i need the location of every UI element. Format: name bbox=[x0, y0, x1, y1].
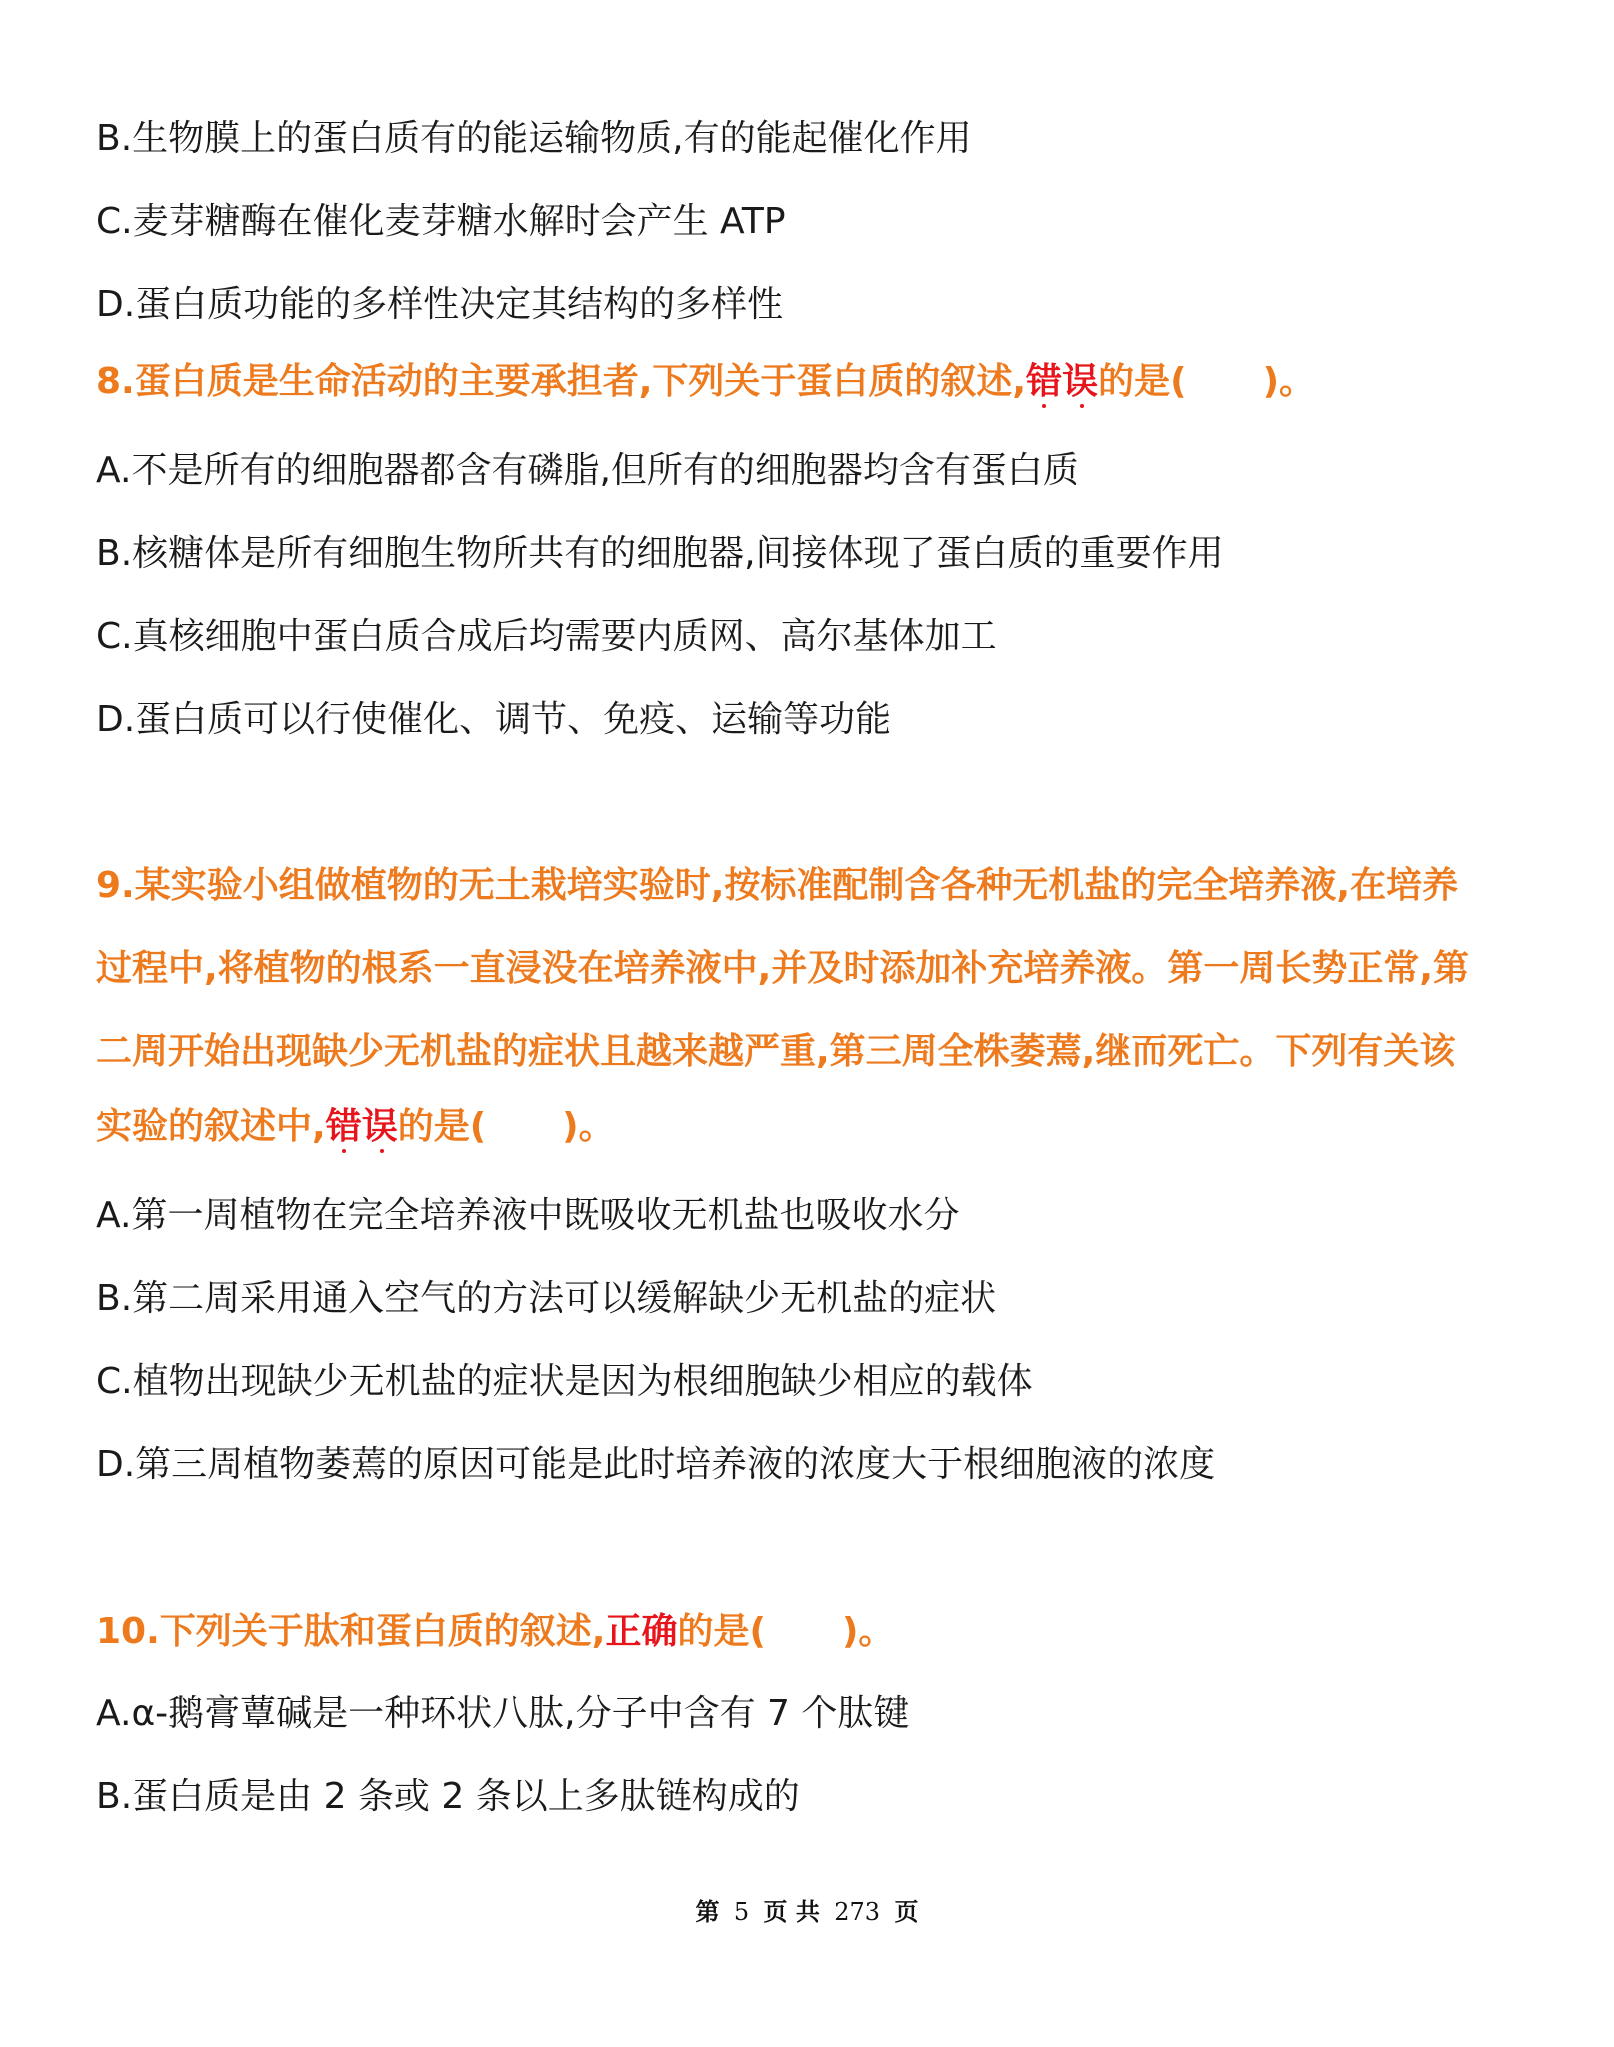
q9-stem-line-3: 二周开始出现缺少无机盐的症状且越来越严重,第三周全株萎蔫,继而死亡。下列有关该 bbox=[96, 1031, 1456, 1072]
emphasis-dot bbox=[1080, 404, 1084, 408]
q9-stem-suffix: 的是( bbox=[397, 1106, 487, 1147]
q10-stem-close: )。 bbox=[841, 1611, 895, 1652]
q8-option-a: A.不是所有的细胞器都含有磷脂,但所有的细胞器均含有蛋白质 bbox=[96, 450, 1079, 491]
footer-total-pages: 273 bbox=[834, 1898, 881, 1926]
q8-keyword bbox=[1026, 358, 1098, 406]
q9-option-a: A.第一周植物在完全培养液中既吸收无机盐也吸收水分 bbox=[96, 1195, 960, 1236]
footer-suffix: 页 bbox=[894, 1897, 919, 1926]
page-footer bbox=[0, 1892, 1614, 1927]
q9-stem-line-4 bbox=[96, 1103, 615, 1151]
q10-keyword: 正确 bbox=[605, 1611, 678, 1652]
q8-stem-close: )。 bbox=[1262, 361, 1316, 402]
emphasis-dot bbox=[1042, 404, 1046, 408]
q10-option-b: B.蛋白质是由 2 条或 2 条以上多肽链构成的 bbox=[96, 1776, 800, 1817]
q8-stem bbox=[96, 358, 1315, 406]
footer-page-number: 5 bbox=[733, 1898, 750, 1926]
q10-stem-suffix: 的是( bbox=[677, 1611, 766, 1652]
q9-option-b: B.第二周采用通入空气的方法可以缓解缺少无机盐的症状 bbox=[96, 1278, 997, 1319]
q9-stem-close: )。 bbox=[562, 1106, 615, 1147]
q8-stem-prefix: 8.蛋白质是生命活动的主要承担者,下列关于蛋白质的叙述, bbox=[96, 361, 1027, 402]
q9-stem-line-2: 过程中,将植物的根系一直浸没在培养液中,并及时添加补充培养液。第一周长势正常,第 bbox=[96, 948, 1470, 989]
q9-option-c: C.植物出现缺少无机盐的症状是因为根细胞缺少相应的载体 bbox=[96, 1361, 1033, 1402]
q10-stem bbox=[96, 1608, 894, 1656]
q9-stem-prefix: 实验的叙述中, bbox=[96, 1106, 326, 1147]
q10-option-a: A.α-鹅膏蕈碱是一种环状八肽,分子中含有 7 个肽键 bbox=[96, 1693, 910, 1734]
q9-keyword bbox=[326, 1103, 398, 1151]
emphasis-dot bbox=[342, 1149, 346, 1153]
q8-stem-suffix: 的是( bbox=[1098, 361, 1187, 402]
q8-keyword-text: 错误 bbox=[1026, 361, 1099, 402]
footer-prefix: 第 bbox=[695, 1897, 720, 1926]
q9-stem-line-1: 9.某实验小组做植物的无土栽培实验时,按标准配制含各种无机盐的完全培养液,在培养 bbox=[96, 865, 1459, 906]
q8-option-b: B.核糖体是所有细胞生物所共有的细胞器,间接体现了蛋白质的重要作用 bbox=[96, 533, 1224, 574]
q9-option-d: D.第三周植物萎蔫的原因可能是此时培养液的浓度大于根细胞液的浓度 bbox=[96, 1444, 1216, 1485]
footer-middle: 页 共 bbox=[763, 1897, 820, 1926]
q8-option-c: C.真核细胞中蛋白质合成后均需要内质网、高尔基体加工 bbox=[96, 616, 997, 657]
q9-keyword-text: 错误 bbox=[325, 1106, 398, 1147]
q10-stem-prefix: 10.下列关于肽和蛋白质的叙述, bbox=[96, 1611, 606, 1652]
q7-option-d: D.蛋白质功能的多样性决定其结构的多样性 bbox=[96, 284, 784, 325]
q7-option-b: B.生物膜上的蛋白质有的能运输物质,有的能起催化作用 bbox=[96, 118, 972, 159]
q8-option-d: D.蛋白质可以行使催化、调节、免疫、运输等功能 bbox=[96, 699, 892, 740]
emphasis-dot bbox=[380, 1149, 384, 1153]
q7-option-c: C.麦芽糖酶在催化麦芽糖水解时会产生 ATP bbox=[96, 201, 786, 242]
